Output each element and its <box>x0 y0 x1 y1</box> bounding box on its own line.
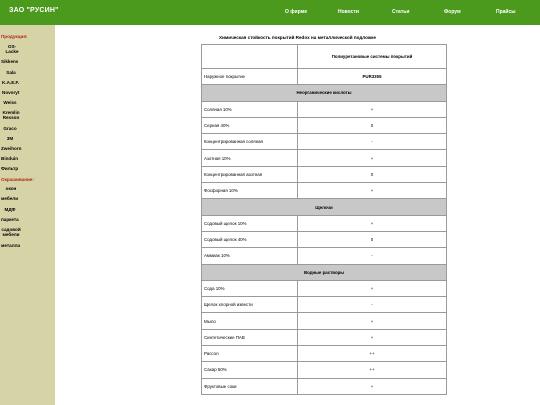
brand-logo-text[interactable]: ЗАО "РУСИН" <box>9 7 59 14</box>
table-row <box>202 346 447 362</box>
sidebar-item-garden-furniture[interactable]: садовой мебели <box>1 227 21 238</box>
table-row-label: Мыло <box>202 313 298 329</box>
sidebar-item-3m[interactable]: 3M <box>6 136 14 141</box>
table-row-label: Азотная 10% <box>202 150 298 166</box>
table-row-label: Фруктовые соки <box>202 378 298 394</box>
table-row-value: + <box>298 101 447 117</box>
table-row <box>202 101 447 117</box>
table-row-value: + <box>298 215 447 231</box>
sidebar-item-windows[interactable]: окон <box>5 186 17 191</box>
table-row-label: Содовый щелок 40% <box>202 231 298 247</box>
sidebar-item-kaef[interactable]: K.A.E.F. <box>2 80 20 85</box>
table-row-label: Аммиак 10% <box>202 248 298 264</box>
nav-link-news[interactable]: Новости <box>338 9 359 15</box>
table-row-value: - <box>298 248 447 264</box>
table-row <box>202 231 447 247</box>
top-header <box>0 0 540 25</box>
table-row-label: Щелок хлорной извести <box>202 297 298 313</box>
table-row-label: Содовый щелок 10% <box>202 215 298 231</box>
table-row-value: ++ <box>298 346 447 362</box>
sidebar-item-weiss[interactable]: Weiss <box>3 100 17 105</box>
nav-link-prices[interactable]: Прайсы <box>496 9 516 15</box>
table-row-value: PUR3355 <box>298 69 447 85</box>
nav-link-forum[interactable]: Форум <box>444 9 461 15</box>
table-row-label: Наружное покрытие <box>202 69 298 85</box>
sidebar-item-binduin[interactable]: Binduin <box>1 156 19 161</box>
table-section-row <box>202 264 447 280</box>
table-row-label: Концентрированная соляная <box>202 134 298 150</box>
sidebar-item-sala[interactable]: Sala <box>6 70 16 75</box>
table-row-label: Концентрированная азотная <box>202 166 298 182</box>
sidebar-item-graco[interactable]: Graco <box>3 126 17 131</box>
sidebar-item-parquet[interactable]: паркета <box>1 217 19 222</box>
table-section-row <box>202 85 447 101</box>
table-row-label: Соляная 10% <box>202 101 298 117</box>
sidebar-item-sikkens[interactable]: Sikkens <box>1 59 19 64</box>
table-row-value: 0 <box>298 231 447 247</box>
table-row-value: + <box>298 329 447 345</box>
table-row-label: Синтетические ПАВ <box>202 329 298 345</box>
table-row-value: 0 <box>298 117 447 133</box>
table-row-value: + <box>298 280 447 296</box>
table-row-value: + <box>298 313 447 329</box>
table-row-label: Сода 10% <box>202 280 298 296</box>
sidebar-heading-products: Продукция: <box>1 34 28 39</box>
nav-link-about[interactable]: О фирме <box>285 9 308 15</box>
table-row <box>202 313 447 329</box>
table-row-value: - <box>298 297 447 313</box>
sidebar-item-kremlin-rexson[interactable]: Kremlin Rexson <box>2 110 20 121</box>
sidebar-item-filter[interactable]: Фильтр <box>1 166 19 171</box>
sidebar-item-novoryt[interactable]: Novoryt <box>2 90 20 95</box>
table-row-label: Рассол <box>202 346 298 362</box>
sidebar-item-furniture[interactable]: мебели <box>1 196 19 201</box>
sidebar-item-os-lacke[interactable]: OS- Lacke <box>5 44 19 55</box>
table-row-value: - <box>298 134 447 150</box>
left-sidebar <box>0 25 55 405</box>
table-row <box>202 134 447 150</box>
table-row <box>202 117 447 133</box>
nav-link-articles[interactable]: Статьи <box>392 9 410 15</box>
table-row-value: 0 <box>298 166 447 182</box>
table-row <box>202 69 447 85</box>
table-row <box>202 280 447 296</box>
table-section-label: Неорганические кислоты <box>202 85 447 101</box>
table-row <box>202 297 447 313</box>
table-row-value: ++ <box>298 362 447 378</box>
table-row-value: + <box>298 150 447 166</box>
sidebar-item-zweihorn[interactable]: Zweihorn <box>1 146 22 151</box>
table-row-value: + <box>298 183 447 199</box>
table-row <box>202 329 447 345</box>
table-header-empty-cell <box>202 45 298 69</box>
main-content <box>55 25 540 405</box>
table-section-row <box>202 199 447 215</box>
table-header-row <box>202 45 447 69</box>
table-row <box>202 248 447 264</box>
page-title: Химическая стойкость покрытий Redox на металлической подложке <box>219 35 376 40</box>
table-section-label: Водные растворы <box>202 264 447 280</box>
table-row <box>202 215 447 231</box>
table-row <box>202 378 447 394</box>
table-row <box>202 166 447 182</box>
table-row <box>202 362 447 378</box>
table-row-label: Серная 40% <box>202 117 298 133</box>
sidebar-item-mdf[interactable]: МДФ <box>4 207 16 212</box>
table-column-header: Полиуретановые системы покрытий <box>298 45 447 69</box>
sidebar-item-metal[interactable]: металла <box>1 243 21 248</box>
table-row-label: Сахар 50% <box>202 362 298 378</box>
table-row-value: + <box>298 378 447 394</box>
sidebar-heading-painting: Окрашивание: <box>1 177 34 182</box>
table-section-label: Щелочи <box>202 199 447 215</box>
chemical-resistance-table <box>201 44 447 395</box>
table-row <box>202 183 447 199</box>
table-row-label: Фосфорная 10% <box>202 183 298 199</box>
table-row <box>202 150 447 166</box>
